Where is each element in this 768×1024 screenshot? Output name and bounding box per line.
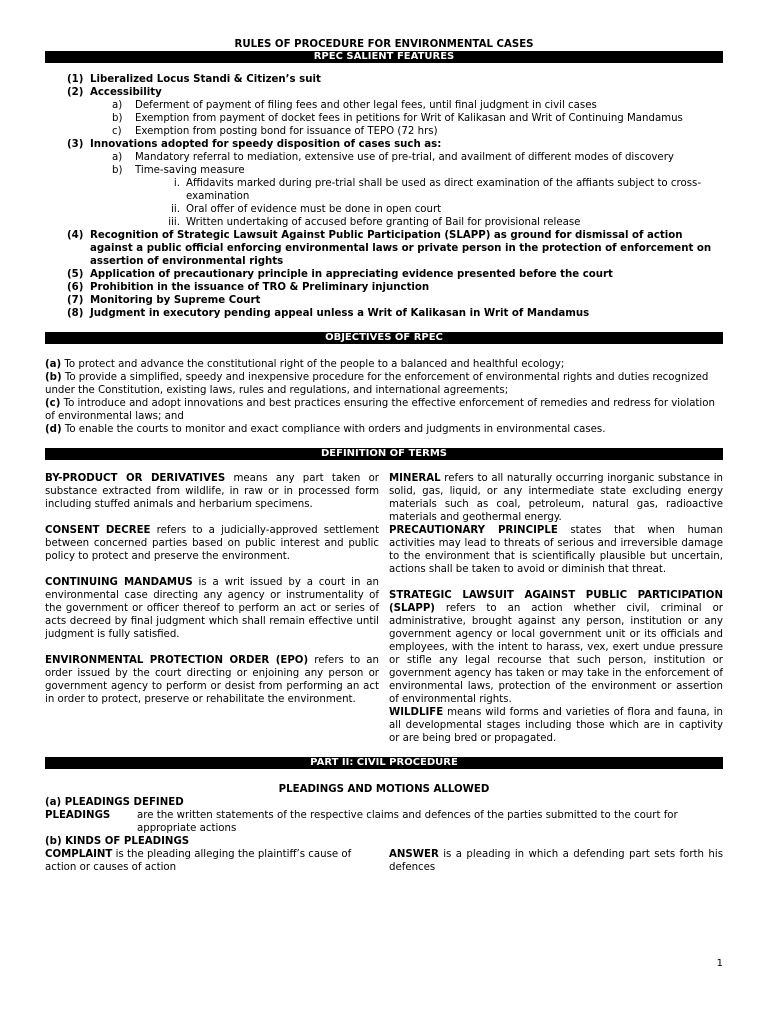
page-number: 1 [716, 958, 723, 969]
subsection-heading: PLEADINGS AND MOTIONS ALLOWED [278, 784, 490, 795]
definition-entry: MINERAL refers to all naturally occurring inorganic substance in solid, gas, liquid, or any intermediate state excluding energy materials such as coal, petroleum, natural gas, radioactive materials and geothermal energy. [389, 473, 723, 523]
feature-item: (8) Judgment in executory pending appeal unless a Writ of Kalikasan in Writ of Mandamus [67, 308, 590, 319]
feature-subitem: b) Time-saving measure [112, 165, 245, 176]
feature-item: (1) Liberalized Locus Standi & Citizen’s suit [67, 74, 321, 85]
feature-item: (4) Recognition of Strategic Lawsuit Against Public Participation (SLAPP) as ground for dismissal of action against a public official enforcing environmental laws or private person in the protection of enforcement on assertion of environmental rights [67, 230, 712, 267]
section-band-definitions: DEFINITION OF TERMS [45, 448, 723, 460]
definition-entry: CONTINUING MANDAMUS is a writ issued by a court in an environmental case directing any agency or instrumentality of the government or officer thereof to perform an act or series of acts decreed by final judgment which shall remain effective until judgment is fully satisfied. [45, 577, 379, 640]
subheading-pleadings-defined: (a) PLEADINGS DEFINED [45, 797, 184, 808]
complaint-definition: COMPLAINT is the pleading alleging the plaintiff’s cause of action or causes of action [45, 849, 352, 873]
objective-item: (d) To enable the courts to monitor and exact compliance with orders and judgments in environmental cases. [45, 424, 606, 435]
answer-definition: ANSWER is a pleading in which a defending part sets forth his defences [389, 849, 723, 873]
feature-item: (5) Application of precautionary principle in appreciating evidence presented before the court [67, 269, 613, 280]
definition-entry: PRECAUTIONARY PRINCIPLE states that when human activities may lead to threats of serious and irreversible damage to the environment that is scientifically plausible but uncertain, actions shall be taken to avoid or diminish that threat. [389, 525, 723, 575]
feature-item: (6) Prohibition in the issuance of TRO & Preliminary injunction [67, 282, 430, 293]
feature-subitem: a) Mandatory referral to mediation, extensive use of pre-trial, and availment of different modes of discovery [112, 152, 674, 163]
feature-subitem: a) Deferment of payment of filing fees and other legal fees, until final judgment in civil cases [112, 100, 597, 111]
definition-entry: ENVIRONMENTAL PROTECTION ORDER (EPO) refers to an order issued by the court directing or enjoining any person or government agency to perform or desist from performing an act in order to protect, preserve or rehabilitate the environment. [45, 655, 379, 705]
section-band-objectives: OBJECTIVES OF RPEC [45, 332, 723, 344]
definitions-columns [45, 472, 723, 745]
objective-item: (a) To protect and advance the constitutional right of the people to a balanced and healthful ecology; [45, 359, 565, 370]
definition-entry: WILDLIFE means wild forms and varieties of flora and fauna, in all developmental stages including those which are in captivity or are being bred or propagated. [389, 707, 723, 744]
definitions-right-column [389, 472, 723, 745]
feature-item: (3) Innovations adopted for speedy disposition of cases such as: [67, 139, 442, 150]
feature-subitem: c) Exemption from posting bond for issuance of TEPO (72 hrs) [112, 126, 438, 137]
page-content [45, 38, 723, 874]
pleadings-kinds-columns [45, 848, 723, 874]
definition-entry: BY-PRODUCT OR DERIVATIVES means any part taken or substance extracted from wildlife, in raw or in processed form including stuffed animals and herbarium specimens. [45, 473, 379, 510]
feature-subsubitem: ii. Oral offer of evidence must be done in open court [171, 204, 442, 215]
definitions-left-column [45, 472, 379, 745]
pleadings-definition: PLEADINGS are the written statements of the respective claims and defences of the parties submitted to the court for appropriate actions [45, 810, 678, 834]
section-band-civil-procedure: PART II: CIVIL PROCEDURE [45, 757, 723, 769]
objective-item: (c) To introduce and adopt innovations and best practices ensuring the effective enforcement of remedies and redress for violation of environmental laws; and [45, 398, 715, 422]
definition-entry: CONSENT DECREE refers to a judicially-approved settlement between concerned parties based on public interest and public policy to protect and preserve the environment. [45, 525, 379, 562]
objective-item: (b) To provide a simplified, speedy and inexpensive procedure for the enforcement of environmental rights and duties recognized under the Constitution, existing laws, rules and regulations, and international agreements; [45, 372, 709, 396]
feature-subitem: b) Exemption from payment of docket fees in petitions for Writ of Kalikasan and Writ of Continuing Mandamus [112, 113, 683, 124]
section-band-salient-features: RPEC SALIENT FEATURES [45, 51, 723, 63]
document-title: RULES OF PROCEDURE FOR ENVIRONMENTAL CASES [234, 39, 534, 50]
subheading-kinds-of-pleadings: (b) KINDS OF PLEADINGS [45, 836, 190, 847]
feature-item: (2) Accessibility [67, 87, 162, 98]
feature-subsubitem: i. Affidavits marked during pre-trial shall be used as direct examination of the affiants subject to cross-examination [173, 178, 701, 202]
definition-entry: STRATEGIC LAWSUIT AGAINST PUBLIC PARTICIPATION (SLAPP) refers to an action whether civil, criminal or administrative, brought against any person, institution or any government agency or local government unit or its officials and employees, with the intent to harass, vex, exert undue pressure or stifle any legal recourse that such person, institution or government agency has taken or may take in the enforcement of environmental laws, protection of the environment or assertion of environmental rights. [389, 590, 723, 705]
feature-item: (7) Monitoring by Supreme Court [67, 295, 261, 306]
feature-subsubitem: iii. Written undertaking of accused before granting of Bail for provisional release [168, 217, 581, 228]
